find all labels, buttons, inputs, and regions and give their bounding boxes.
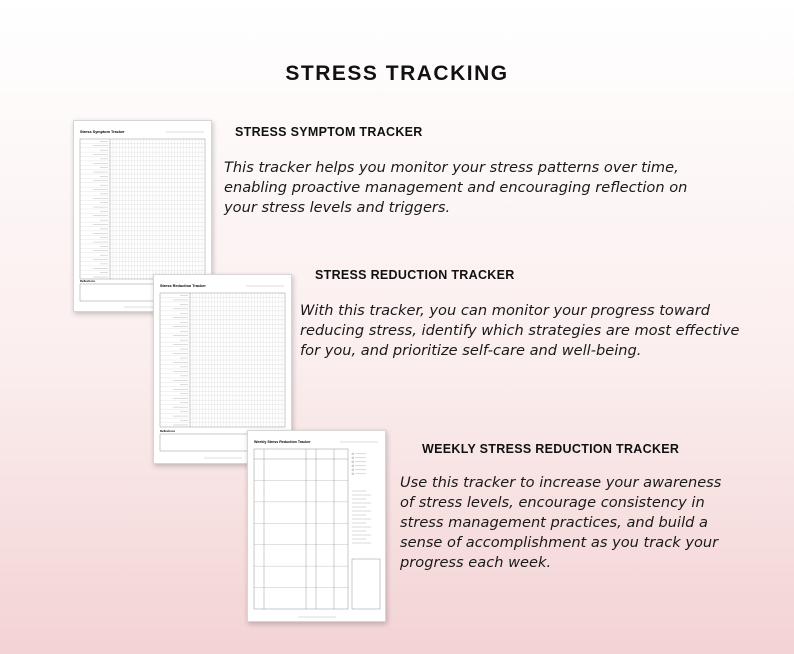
symptom-tracker-heading: STRESS SYMPTOM TRACKER bbox=[235, 125, 423, 139]
weekly-table bbox=[254, 449, 348, 609]
weekly-checklist bbox=[352, 453, 371, 543]
symptom-thumb-footer-label: Reflections bbox=[80, 279, 96, 283]
weekly-tracker-thumbnail bbox=[247, 430, 386, 622]
reduction-tracker-description: With this tracker, you can monitor your progress toward reducing stress, identify which strategies are most effective for you, and prioritize self-care and well-being. bbox=[300, 302, 740, 359]
reduction-thumb-title: Stress Reduction Tracker bbox=[160, 284, 206, 288]
symptom-tracker-description: This tracker helps you monitor your stress patterns over time, enabling proactive management and encouraging reflection on your stress levels and triggers. bbox=[224, 159, 688, 216]
reduction-grid bbox=[160, 293, 285, 427]
weekly-tracker-heading: WEEKLY STRESS REDUCTION TRACKER bbox=[422, 442, 680, 456]
reduction-thumb-footer-label: Reflections bbox=[160, 429, 176, 433]
weekly-tracker-description: Use this tracker to increase your awareness of stress levels, encourage consistency in stress management practices, and build a sense of accomplishment as you track your progress each week. bbox=[400, 474, 722, 571]
symptom-grid bbox=[80, 139, 205, 279]
reduction-tracker-heading: STRESS REDUCTION TRACKER bbox=[315, 268, 515, 282]
symptom-thumb-title: Stress Symptom Tracker bbox=[80, 130, 125, 134]
page-title: STRESS TRACKING bbox=[285, 62, 509, 85]
weekly-thumb-title: Weekly Stress Reduction Tracker bbox=[254, 440, 311, 444]
